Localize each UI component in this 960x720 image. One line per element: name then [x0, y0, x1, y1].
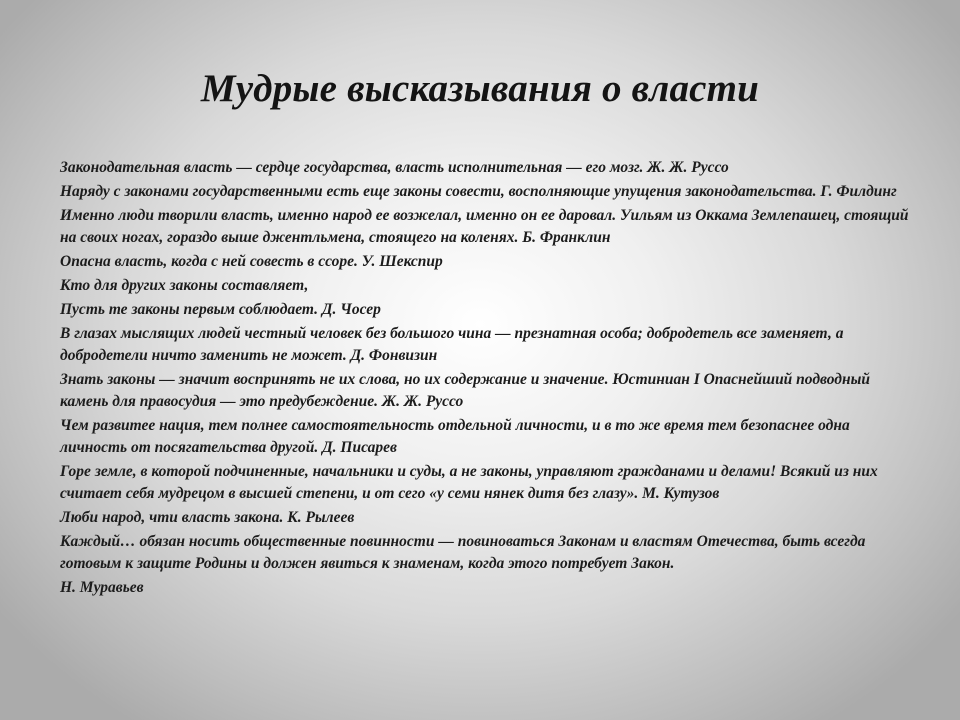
quote-list: [60, 157, 920, 601]
quote-item: Именно люди творили власть, именно народ ее возжелал, именно он ее даровал. Уильям из Оккама Землепашец, стоящий на своих ногах, гораздо выше джентльмена, стоящего на коленях. Б. Франклин: [60, 207, 909, 246]
quote-item: Люби народ, чти власть закона. К. Рылеев: [60, 509, 355, 526]
quote-item: Каждый… обязан носить общественные повинности — повиноваться Законам и властям Отечества, быть всегда готовым к защите Родины и должен явиться к знаменам, когда этого потребует Закон.: [60, 533, 866, 572]
quote-item: Наряду с законами государственными есть еще законы совести, восполняющие упущения законодательства. Г. Филдинг: [60, 183, 897, 200]
quote-item: Чем развитее нация, тем полнее самостоятельность отдельной личности, и в то же время тем безопаснее одна личность от посягательства другой. Д. Писарев: [60, 417, 850, 456]
quote-item: Кто для других законы составляет,: [60, 277, 309, 294]
quote-item: Горе земле, в которой подчиненные, начальники и суды, а не законы, управляют гражданами и делами! Всякий из них считает себя мудрецом в высшей степени, и от сего «у семи нянек дитя без глазу». М. Кутузов: [60, 463, 878, 502]
quote-item: Н. Муравьев: [60, 579, 144, 596]
slide-title: Мудрые высказывания о власти: [200, 67, 760, 110]
quote-item: Законодательная власть — сердце государства, власть исполнительная — его мозг. Ж. Ж. Руссо: [60, 159, 729, 176]
quote-item: Опасна власть, когда с ней совесть в ссоре. У. Шекспир: [60, 253, 443, 270]
quote-item: Знать законы — значит воспринять не их слова, но их содержание и значение. Юстиниан I Опаснейший подводный камень для правосудия — это предубеждение. Ж. Ж. Руссо: [60, 371, 870, 410]
quote-item: В глазах мыслящих людей честный человек без большого чина — презнатная особа; добродетель все заменяет, а добродетели ничто заменить не может. Д. Фонвизин: [60, 325, 844, 364]
quote-item: Пусть те законы первым соблюдает. Д. Чосер: [60, 301, 381, 318]
